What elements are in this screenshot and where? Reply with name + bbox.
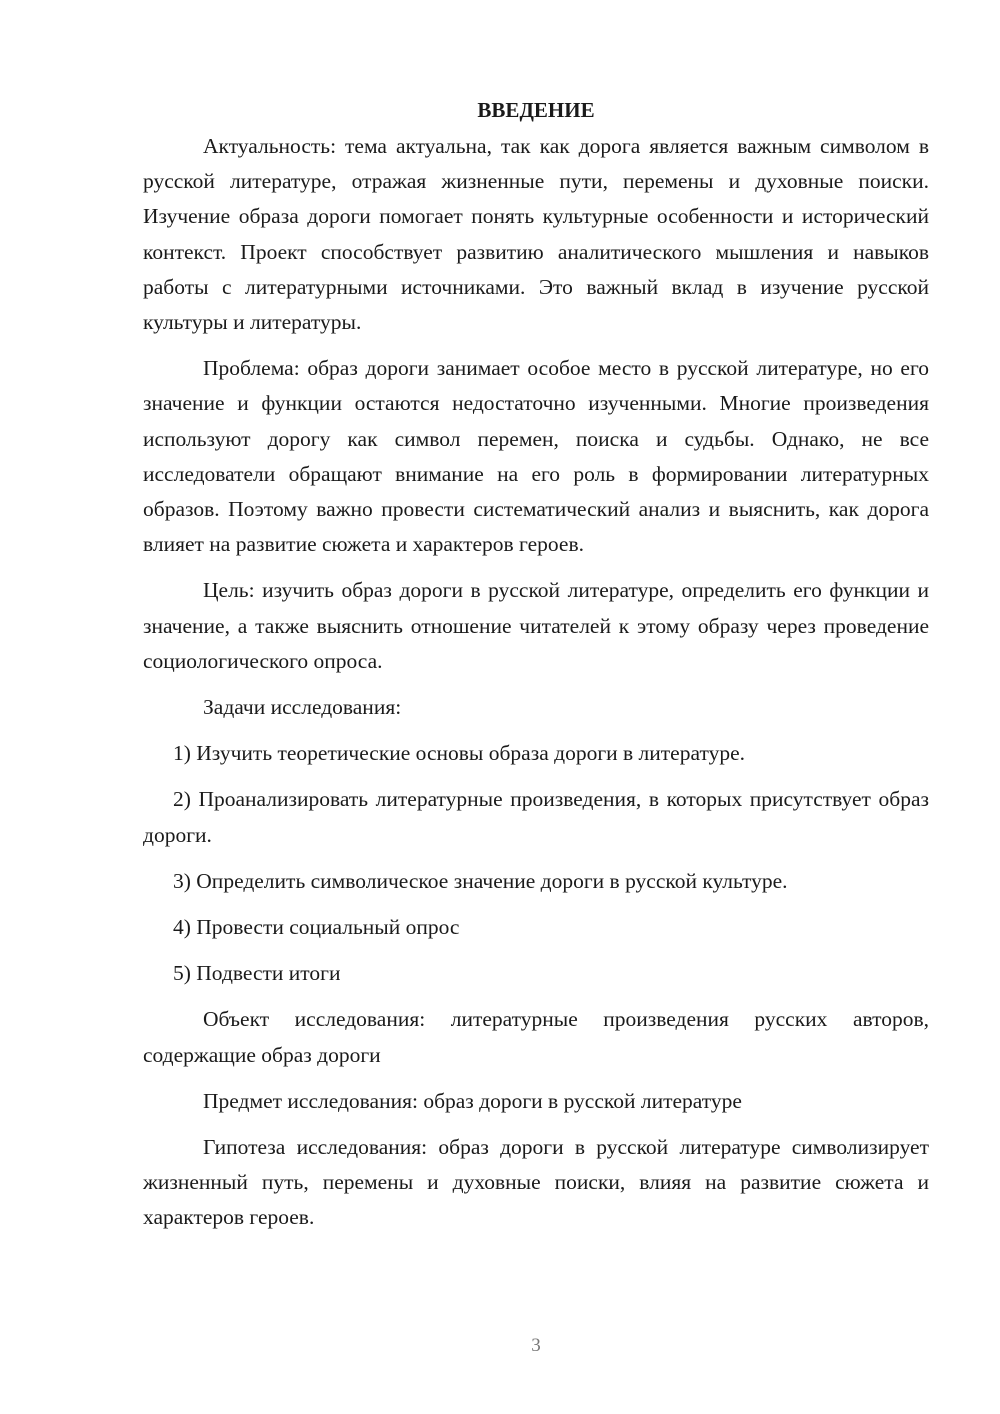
paragraph-goal: Цель: изучить образ дороги в русской литературе, определить его функции и значение, а также выяснить отношение читателей к этому образу через проведение социологического опроса. (143, 578, 929, 673)
task-item-5: 5) Подвести итоги (173, 961, 341, 986)
page-number: 3 (531, 1335, 541, 1356)
paragraph-subject: Предмет исследования: образ дороги в русской литературе (203, 1088, 742, 1113)
task-item-2: 2) Проанализировать литературные произведения, в которых присутствует образ дороги. (143, 787, 929, 847)
page-title: ВВЕДЕНИЕ (477, 98, 595, 122)
paragraph-relevance: Актуальность: тема актуальна, так как дорога является важным символом в русской литературе, отражая жизненные пути, перемены и духовные поиски. Изучение образа дороги помогает понять культурные особенности и исторический контекст. Проект способствует развитию аналитического мышления и навыков работы с литературными источниками. Это важный вклад в изучение русской культуры и литературы. (143, 134, 929, 335)
paragraph-problem: Проблема: образ дороги занимает особое место в русской литературе, но его значение и функции остаются недостаточно изученными. Многие произведения используют дорогу как символ перемен, поиска и судьбы. Однако, не все исследователи обращают внимание на его роль в формировании литературных образов. Поэтому важно провести систематический анализ и выяснить, как дорога влияет на развитие сюжета и характеров героев. (143, 356, 929, 557)
task-item-4: 4) Провести социальный опрос (173, 915, 460, 940)
task-item-1: 1) Изучить теоретические основы образа дороги в литературе. (173, 741, 745, 766)
paragraph-hypothesis: Гипотеза исследования: образ дороги в русской литературе символизирует жизненный путь, перемены и духовные поиски, влияя на развитие сюжета и характеров героев. (143, 1135, 929, 1230)
paragraph-tasks-heading: Задачи исследования: (203, 695, 402, 720)
task-item-3: 3) Определить символическое значение дороги в русской культуре. (173, 868, 788, 893)
paragraph-object: Объект исследования: литературные произведения русских авторов, содержащие образ дороги (143, 1007, 929, 1067)
page-content (143, 94, 929, 1236)
